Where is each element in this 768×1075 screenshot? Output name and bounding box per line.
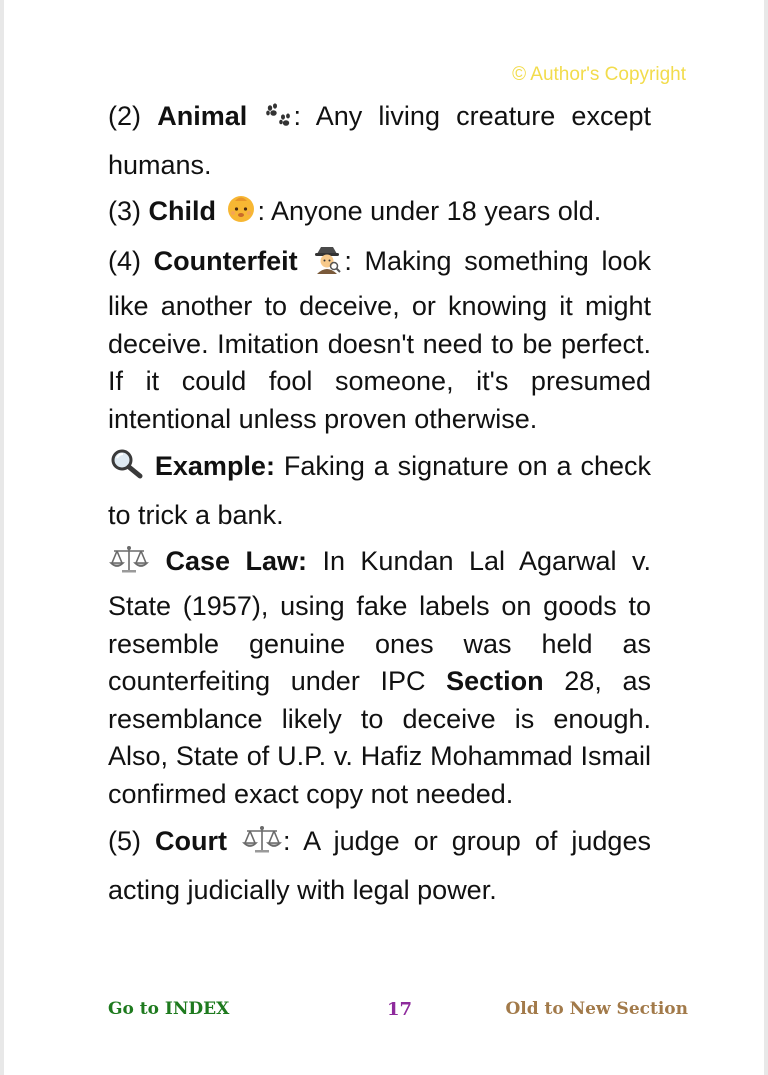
copyright-notice: © Author's Copyright: [512, 64, 686, 85]
case-law-text-continued: 28, as resemblance likely to deceive is enough. Also, State of U.P. v. Hafiz Mohammad Ismail confirmed exact copy not needed.: [108, 666, 651, 809]
definition-number: (4): [108, 246, 141, 276]
page-edge-left: [0, 0, 4, 1075]
scales-icon: [109, 543, 149, 588]
paw-prints-icon: [264, 98, 292, 143]
page-edge-right: [764, 0, 768, 1075]
definition-child: [108, 189, 651, 238]
definition-term: Counterfeit: [153, 246, 298, 276]
definition-number: (5): [108, 826, 141, 856]
example-text: Faking a signature on a check to trick a bank.: [108, 451, 651, 530]
detective-icon: [311, 242, 343, 288]
case-law-block: [108, 539, 651, 813]
definition-text: : A judge or group of judges acting judicially with legal power.: [108, 826, 651, 905]
definition-term: Animal: [157, 101, 248, 131]
definition-text: : Making something look like another to deceive, or knowing it might deceive. Imitation doesn't need to be perfect. If it could fool someone, it's presumed intentional unless proven otherwise.: [108, 246, 651, 434]
baby-face-icon: [225, 192, 257, 238]
case-law-label: Case Law:: [165, 546, 307, 576]
definition-animal: [108, 94, 651, 188]
definition-counterfeit: [108, 239, 651, 438]
definition-number: (2): [108, 101, 141, 131]
scales-icon: [242, 823, 282, 868]
definition-text: : Anyone under 18 years old.: [257, 196, 602, 226]
page-number: 17: [387, 999, 413, 1020]
definition-term: Child: [148, 196, 217, 226]
definition-number: (3): [108, 196, 141, 226]
case-law-section: Section: [446, 666, 544, 696]
magnifying-glass-icon: [109, 447, 145, 493]
definition-court: [108, 819, 651, 913]
definition-text: : Any living creature except humans.: [108, 101, 651, 180]
example-label: Example:: [154, 451, 275, 481]
case-law-text: In Kundan Lal Agarwal v. State (1957), using fake labels on goods to resemble genuine ones was held as counterfeiting under IPC: [108, 546, 651, 696]
old-to-new-section-link[interactable]: Old to New Section: [505, 999, 688, 1019]
go-to-index-link[interactable]: Go to INDEX: [108, 999, 230, 1019]
page-content: [108, 94, 651, 914]
example-block: [108, 444, 651, 538]
definition-term: Court: [155, 826, 228, 856]
